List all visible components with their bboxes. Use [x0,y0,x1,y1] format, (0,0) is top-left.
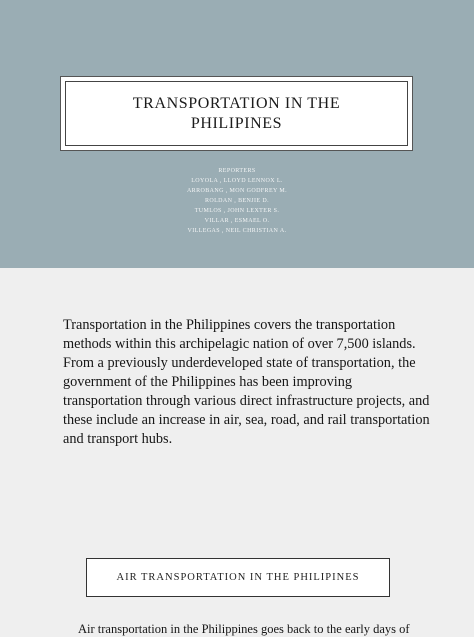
reporters-block [137,166,337,236]
reporter-name: TUMLOS , JOHN LEXTER S. [194,208,280,214]
intro-paragraph: Transportation in the Philippines covers the transportation methods within this archipelagic nation of over 7,500 islands. From a previously underdeveloped state of transportation, the government of the Philippines has been improving transportation through various direct infrastructure projects, and these include an increase in air, sea, road, and rail transportation and transport hubs. [63,317,430,447]
section-heading-box [86,558,390,597]
title-box [65,81,408,146]
reporter-name: VILLAR , ESMAEL O. [204,218,270,224]
reporter-name: VILLEGAS , NEIL CHRISTIAN A. [187,228,287,234]
section-paragraph: Air transportation in the Philippines goes back to the early days of [78,622,410,636]
title-slide [0,0,474,268]
reporters-heading: REPORTERS [218,168,256,174]
reporter-name: LOYOLA , LLOYD LENNOX L. [191,178,283,184]
reporter-name: ROLDAN , BENJIE D. [204,198,270,204]
content-slide [0,268,474,636]
reporter-name: ARROBANG , MON GODFREY M. [186,188,288,194]
section-heading: AIR TRANSPORTATION IN THE PHILIPINES [116,572,360,583]
slide-title: TRANSPORTATION IN THE PHILIPINES [132,94,341,132]
